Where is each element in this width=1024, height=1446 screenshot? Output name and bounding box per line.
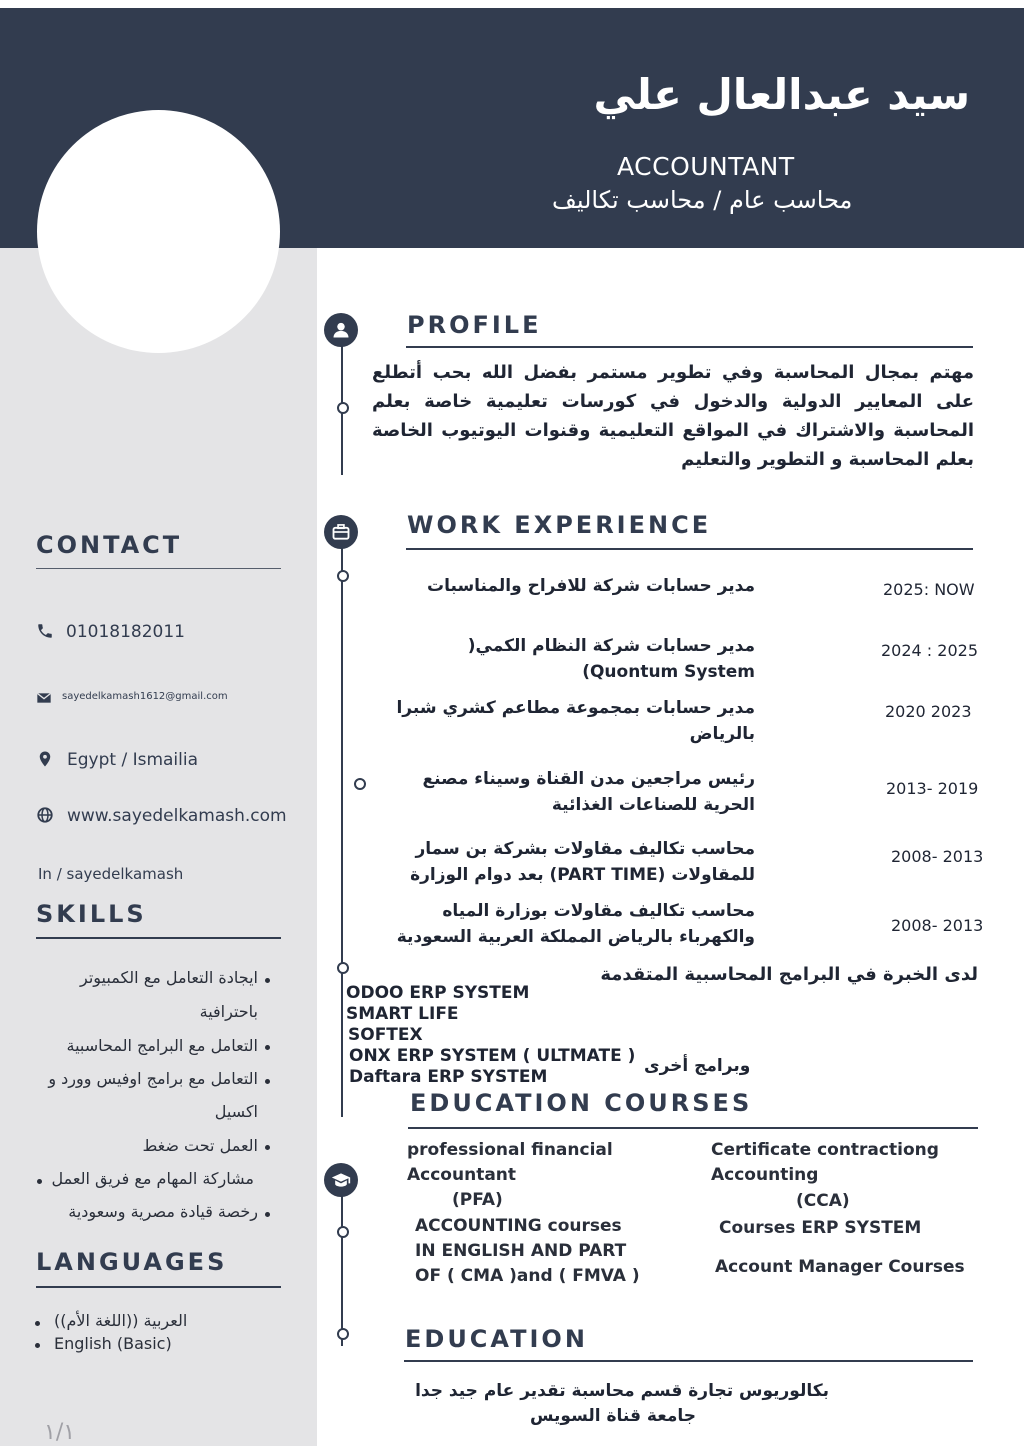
job-date: 2020 2023 <box>885 702 972 721</box>
job-title: رئيس مراجعين مدن القناة وسيناء مصنع الحرية للصناعات الغذائية <box>422 769 755 815</box>
job-date: 2024 : 2025 <box>881 641 978 660</box>
email-icon <box>36 690 52 706</box>
course-left-line: Accountant <box>407 1165 517 1185</box>
course-right-line: Courses ERP SYSTEM <box>719 1218 922 1238</box>
course-right-line: Account Manager Courses <box>715 1257 965 1277</box>
erp-item: SMART LIFE <box>346 1004 459 1024</box>
education-degree: بكالوريوس تجارة قسم محاسبة تقدير عام جيد جدا <box>415 1381 829 1401</box>
job-title: مدير حسابات شركة النظام الكمي( Quontum System) <box>467 636 755 682</box>
job-date: 2008- 2013 <box>891 847 984 866</box>
timeline-dot <box>337 1328 349 1340</box>
languages-heading: LANGUAGES <box>36 1248 228 1276</box>
profile-text: مهتم بمجال المحاسبة وفي تطوير مستمر بفضل الله بحب أتطلع على المعايير الدولية والدخول في كورسات تعليمية خاصة بعلم المحاسبة والاشتراك في المواقع التعليمية وقنوات اليوتيوب الخاصة بعلم المحاسبة و التطوير والتعليم <box>372 362 974 470</box>
education-heading: EDUCATION <box>405 1325 588 1353</box>
erp-item: Daftara ERP SYSTEM <box>349 1067 548 1087</box>
skill-item: مشاركة المهام مع فريق العمل <box>51 1169 254 1188</box>
course-left-line: IN ENGLISH AND PART <box>415 1241 627 1261</box>
skill-bullet <box>265 1145 270 1150</box>
page-number: ١/١ <box>44 1420 76 1445</box>
briefcase-icon <box>331 522 351 542</box>
user-icon <box>331 320 351 340</box>
course-right-line: Certificate contractiong <box>711 1140 939 1160</box>
contact-divider <box>36 568 281 569</box>
languages-divider <box>36 1286 281 1288</box>
job-date: 2013- 2019 <box>886 779 979 798</box>
globe-icon <box>36 806 54 824</box>
courses-divider <box>408 1127 978 1129</box>
top-strip <box>0 0 1024 8</box>
job-title: مدير حسابات شركة للافراح والمناسبات <box>427 576 755 596</box>
erp-other: وبرامج أخرى <box>644 1056 751 1076</box>
job-title-ar: محاسب عام / محاسب تكاليف <box>552 186 853 214</box>
contact-website[interactable]: www.sayedelkamash.com <box>67 806 287 826</box>
job-title: محاسب تكاليف مقاولات بشركة بن سمار للمقاولات (PART TIME) بعد دوام الوزارة <box>410 839 755 885</box>
profile-heading: PROFILE <box>407 311 542 339</box>
erp-item: ONX ERP SYSTEM ( ULTMATE ) <box>349 1046 636 1066</box>
erp-item: SOFTEX <box>348 1025 423 1045</box>
course-right-line: Accounting <box>711 1165 819 1185</box>
courses-heading: EDUCATION COURSES <box>410 1089 753 1117</box>
contact-heading: CONTACT <box>36 531 183 559</box>
work-heading: WORK EXPERIENCE <box>407 511 712 539</box>
erp-heading: لدى الخبرة في البرامج المحاسبية المتقدمة <box>600 964 978 985</box>
skill-item: ايجادة التعامل مع الكمبيوتر <box>80 968 258 987</box>
skill-item: اكسيل <box>214 1102 258 1121</box>
job-title: محاسب تكاليف مقاولات بوزارة المياه والكهرباء بالرياض المملكة العربية السعودية <box>396 901 755 947</box>
contact-phone[interactable]: 01018182011 <box>66 622 185 642</box>
education-university: جامعة قناة السويس <box>530 1406 696 1426</box>
language-item: العربية ((اللغة الأم)) <box>54 1311 188 1330</box>
job-title-en: ACCOUNTANT <box>617 152 795 181</box>
work-section-icon <box>324 515 358 549</box>
skill-item: باحترافية <box>199 1002 258 1021</box>
skill-item: رخصة قيادة مصرية وسعودية <box>68 1202 258 1221</box>
education-divider <box>404 1360 973 1362</box>
skill-bullet <box>265 1079 270 1084</box>
skills-heading: SKILLS <box>36 900 147 928</box>
skill-bullet <box>265 1212 270 1217</box>
skill-bullet <box>37 1179 42 1184</box>
erp-item: ODOO ERP SYSTEM <box>346 983 530 1003</box>
contact-linkedin[interactable]: In / sayedelkamash <box>38 865 184 883</box>
language-item: English (Basic) <box>54 1334 172 1353</box>
language-bullet <box>35 1343 40 1348</box>
timeline-dot <box>337 570 349 582</box>
profile-section-icon <box>324 313 358 347</box>
timeline-dot <box>337 962 349 974</box>
location-pin-icon <box>36 750 54 768</box>
language-bullet <box>35 1321 40 1326</box>
course-left-line: professional financial <box>407 1140 613 1160</box>
skill-bullet <box>265 1045 270 1050</box>
skill-bullet <box>265 978 270 983</box>
course-left-line: ACCOUNTING courses <box>415 1216 622 1236</box>
work-divider <box>406 548 973 550</box>
timeline-dot <box>354 778 366 790</box>
contact-email[interactable]: sayedelkamash1612@gmail.com <box>62 691 228 702</box>
profile-photo <box>37 110 280 353</box>
skill-item: التعامل مع البرامج المحاسبية <box>66 1036 258 1055</box>
course-left-line: (PFA) <box>452 1190 503 1210</box>
job-date: 2025: NOW <box>883 580 975 599</box>
skill-item: العمل تحت ضغط <box>142 1136 258 1155</box>
person-name: سيد عبدالعال علي <box>593 70 970 119</box>
timeline-dot <box>337 402 349 414</box>
job-date: 2008- 2013 <box>891 916 984 935</box>
timeline-line <box>341 547 343 1117</box>
timeline-line <box>341 1196 343 1346</box>
skills-divider <box>36 937 281 939</box>
graduation-cap-icon <box>331 1170 351 1190</box>
job-title: مدير حسابات بمجموعة مطاعم كشري شبرا بالرياض <box>396 698 755 744</box>
course-right-line: (CCA) <box>796 1191 850 1211</box>
course-left-line: OF ( CMA )and ( FMVA ) <box>415 1266 640 1286</box>
phone-icon <box>36 622 54 640</box>
skill-item: التعامل مع برامج اوفيس وورد و <box>48 1069 258 1088</box>
courses-section-icon <box>324 1163 358 1197</box>
timeline-dot <box>337 1226 349 1238</box>
contact-location: Egypt / Ismailia <box>67 750 199 770</box>
profile-divider <box>406 346 973 348</box>
